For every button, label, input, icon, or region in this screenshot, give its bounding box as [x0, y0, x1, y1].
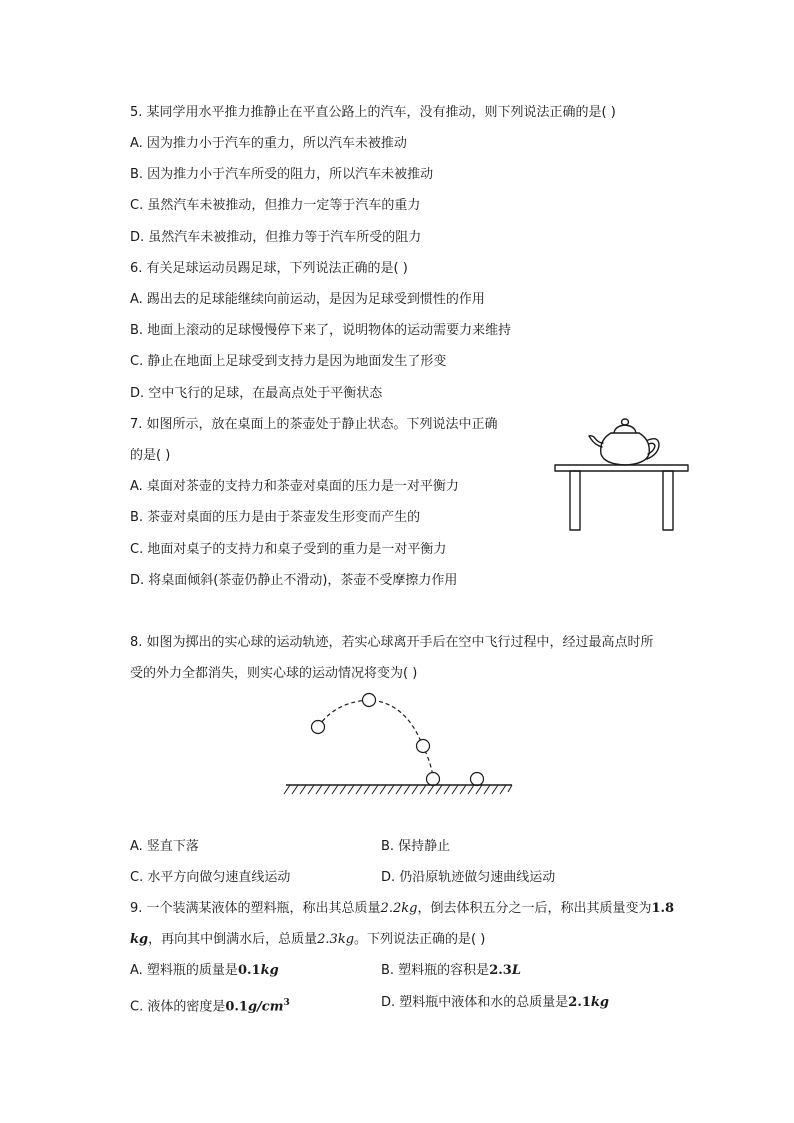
q9-option-b — [381, 962, 521, 980]
q9-option-a-value: 0.1 — [237, 963, 261, 978]
q9-option-d-text: D. 塑料瓶中液体和水的总质量是 — [381, 995, 569, 1010]
q9-total-mass-unit: kg — [401, 901, 418, 916]
q7-option-c: C. 地面对桌子的支持力和桌子受到的重力是一对平衡力 — [130, 542, 447, 557]
q9-option-c — [130, 994, 290, 1016]
q9-option-b-unit: L — [511, 963, 521, 978]
q5-option-b: B. 因为推力小于汽车所受的阻力，所以汽车未被推动 — [130, 167, 434, 182]
q9-option-b-text: B. 塑料瓶的容积是 — [381, 963, 490, 978]
q7-stem-line2: 的是( ) — [130, 448, 171, 463]
q9-total-mass-value: 2.2 — [380, 901, 402, 916]
q9-new-mass-unit: kg — [130, 932, 149, 947]
q5-stem: 5. 某同学用水平推力推静止在平直公路上的汽车，没有推动，则下列说法正确的是( ) — [130, 105, 616, 120]
q6-option-d: D. 空中飞行的足球，在最高点处于平衡状态 — [130, 386, 383, 401]
q6-stem: 6. 有关足球运动员踢足球，下列说法正确的是( ) — [130, 261, 408, 276]
q7-stem-line1: 7. 如图所示，放在桌面上的茶壶处于静止状态。下列说法中正确 — [130, 417, 498, 432]
q9-option-b-value: 2.3 — [489, 963, 512, 978]
q8-option-a: A. 竖直下落 — [130, 839, 199, 854]
ball-top — [363, 694, 376, 707]
q9-option-c-text: C. 液体的密度是 — [130, 999, 226, 1015]
q6-option-c: C. 静止在地面上足球受到支持力是因为地面发生了形变 — [130, 354, 447, 369]
q9-stem-line2 — [130, 931, 485, 949]
q9-stem-text-a: 9. 一个装满某液体的塑料瓶，称出其总质量 — [130, 901, 381, 916]
q9-stem-text-d: 。下列说法正确的是( ) — [354, 932, 486, 947]
q9-option-d — [381, 994, 609, 1012]
q5-option-c: C. 虽然汽车未被推动，但推力一定等于汽车的重力 — [130, 198, 421, 213]
q8-option-c: C. 水平方向做匀速直线运动 — [130, 870, 291, 885]
q9-option-c-unit: g/cm — [247, 999, 284, 1015]
q9-option-c-exponent: 3 — [283, 998, 290, 1008]
q9-water-total-value: 2.3 — [317, 932, 338, 947]
q9-water-total-unit: kg — [337, 932, 355, 947]
q5-option-d: D. 虽然汽车未被推动，但推力等于汽车所受的阻力 — [130, 230, 422, 245]
q8-stem-line1: 8. 如图为掷出的实心球的运动轨迹，若实心球离开手后在空中飞行过程中，经过最高点时所 — [130, 635, 654, 650]
ball-trajectory-figure — [280, 690, 520, 800]
q9-option-d-unit: kg — [590, 995, 610, 1010]
ball-landing — [427, 773, 440, 786]
q9-option-a-text: A. 塑料瓶的质量是 — [130, 963, 238, 978]
q9-stem-text-b: ，倒去体积五分之一后，称出其质量变为 — [417, 901, 652, 916]
q6-option-b: B. 地面上滚动的足球慢慢停下来了，说明物体的运动需要力来维持 — [130, 323, 512, 338]
q7-option-d: D. 将桌面倾斜(茶壶仍静止不滑动)，茶壶不受摩擦力作用 — [130, 573, 458, 588]
q8-stem-line2: 受的外力全都消失，则实心球的运动情况将变为( ) — [130, 666, 418, 681]
teapot-table-figure — [553, 416, 693, 534]
q9-stem-line1 — [130, 900, 674, 918]
q7-option-a: A. 桌面对茶壶的支持力和茶壶对桌面的压力是一对平衡力 — [130, 479, 459, 494]
q5-option-a: A. 因为推力小于汽车的重力，所以汽车未被推动 — [130, 136, 407, 151]
q6-option-a: A. 踢出去的足球能继续向前运动，是因为足球受到惯性的作用 — [130, 292, 485, 307]
q8-option-b: B. 保持静止 — [381, 839, 451, 854]
q9-option-d-value: 2.1 — [568, 995, 591, 1010]
ball-start — [312, 721, 325, 734]
q8-option-d: D. 仍沿原轨迹做匀速曲线运动 — [381, 870, 556, 885]
q9-stem-text-c: ，再向其中倒满水后，总质量 — [148, 932, 318, 947]
q9-option-a — [130, 962, 279, 980]
q9-option-a-unit: kg — [260, 963, 279, 978]
ball-descending — [417, 740, 430, 753]
q7-option-b: B. 茶壶对桌面的压力是由于茶壶发生形变而产生的 — [130, 510, 421, 525]
ball-rolling — [471, 773, 484, 786]
q9-new-mass-value: 1.8 — [651, 901, 675, 916]
q9-option-c-value: 0.1 — [225, 999, 248, 1015]
